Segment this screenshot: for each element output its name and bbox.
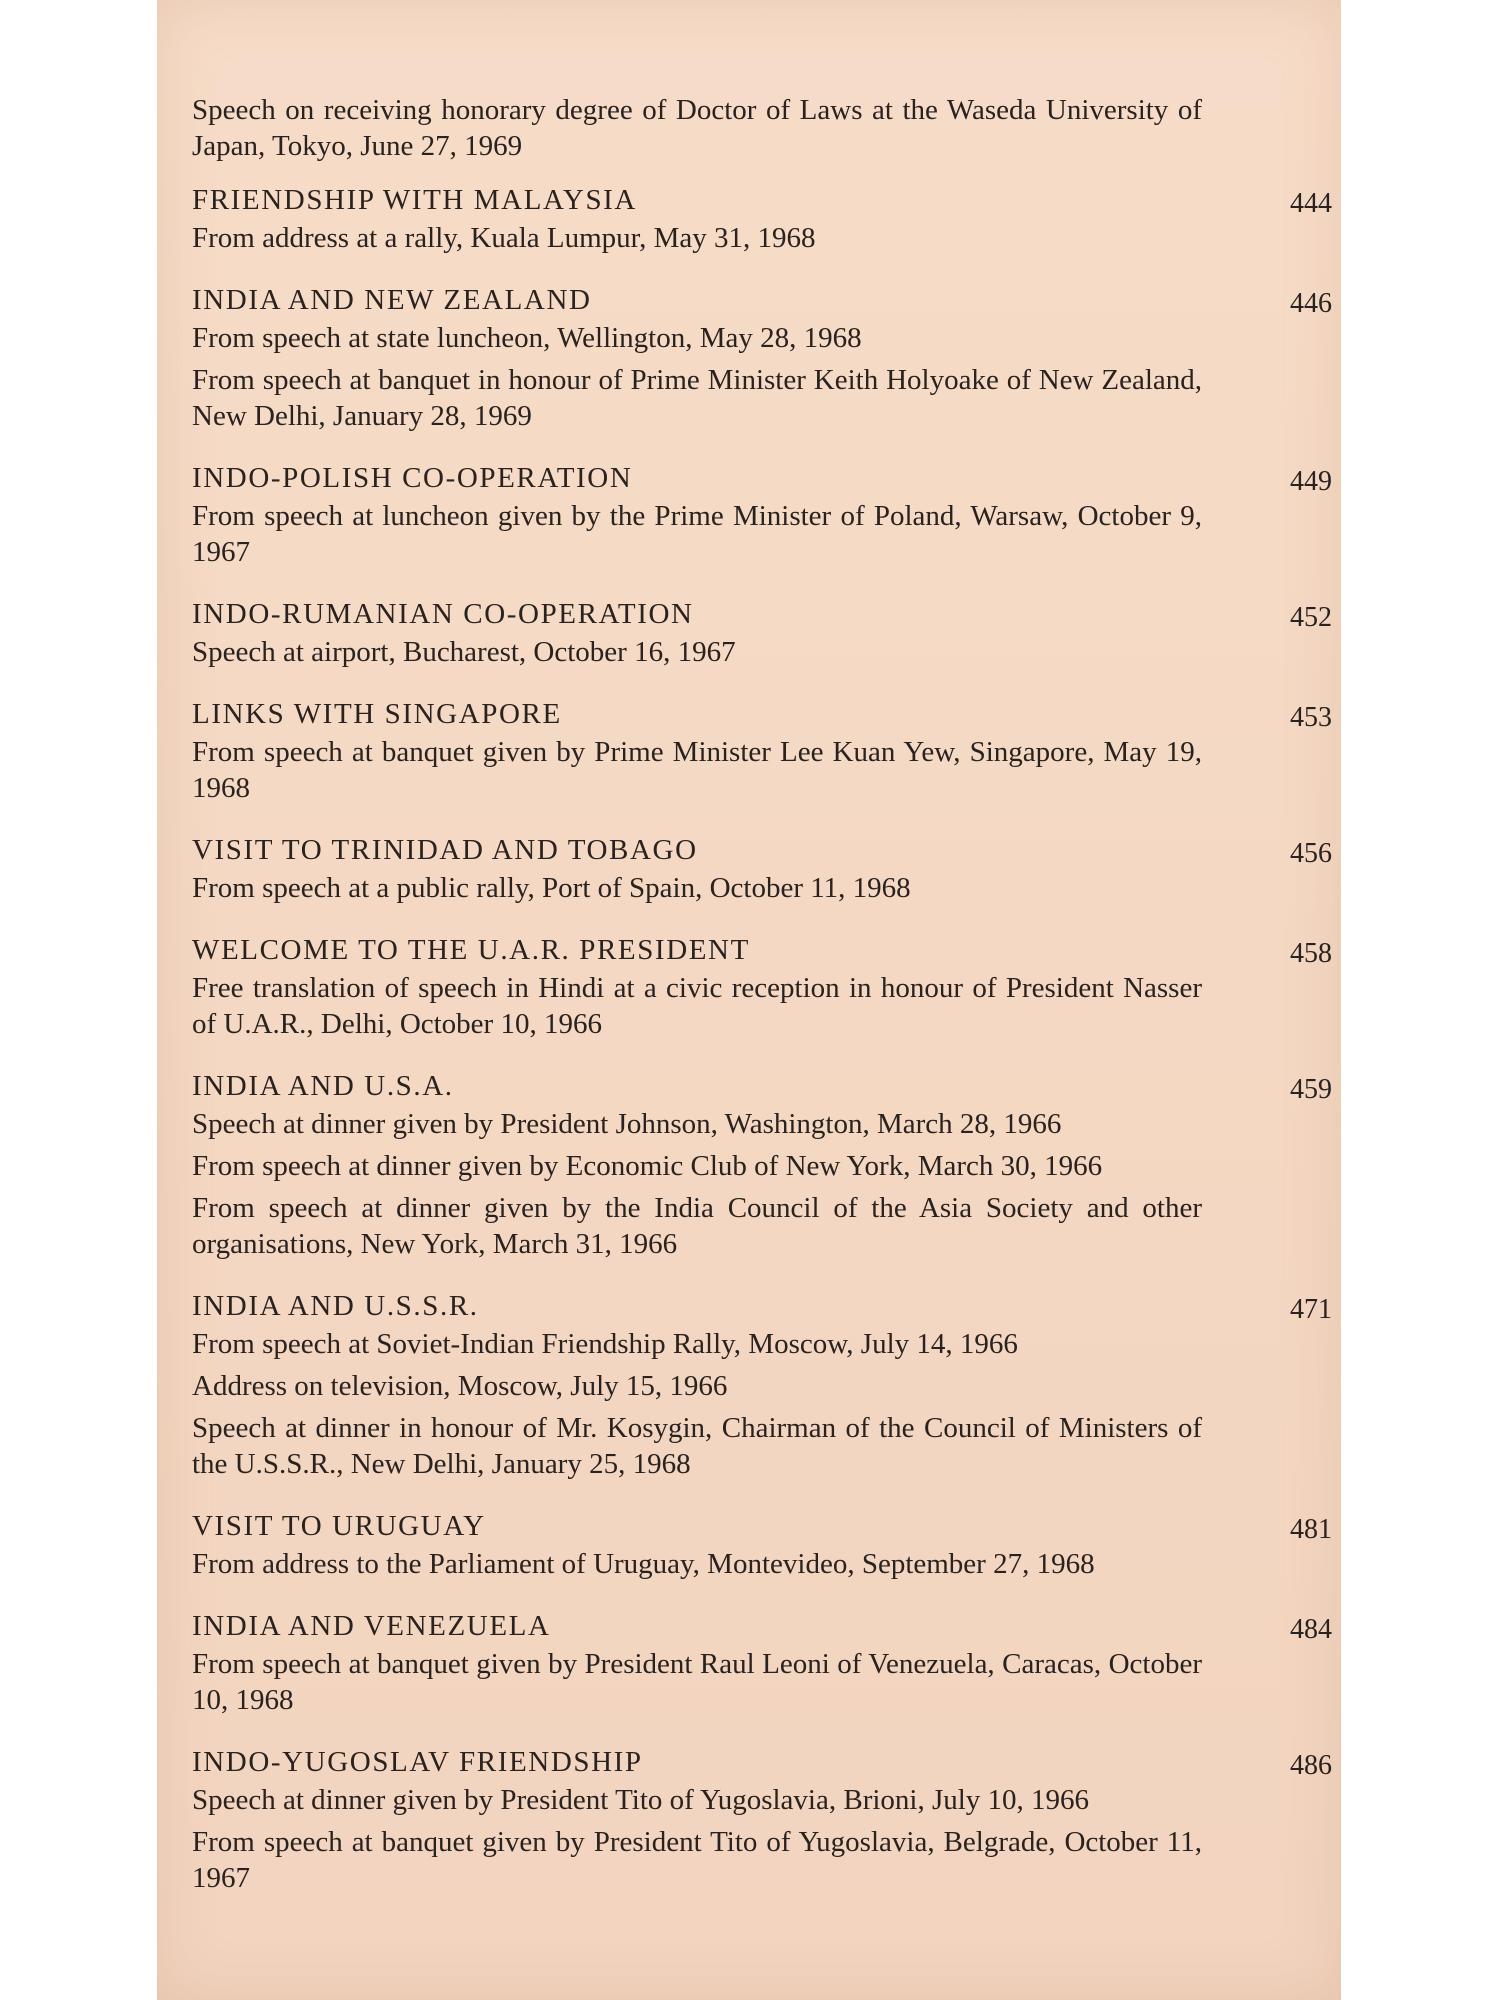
speech-description: From speech at dinner given by Economic Club of New York, March 30, 1966 <box>192 1150 1103 1182</box>
toc-entry <box>192 1286 1332 1482</box>
speech-description: From speech at banquet given by Prime Minister Lee Kuan Yew, Singapore, May 19, 1968 <box>192 736 1202 804</box>
section-title: INDO-RUMANIAN CO-OPERATION <box>192 598 694 630</box>
toc-entry-heading <box>192 180 1332 220</box>
page-number: 484 <box>1290 1614 1332 1645</box>
speech-description: From address at a rally, Kuala Lumpur, May 31, 1968 <box>192 222 816 254</box>
speech-description: From speech at Soviet-Indian Friendship Rally, Moscow, July 14, 1966 <box>192 1328 1018 1360</box>
page-number: 459 <box>1290 1074 1332 1105</box>
speech-description: From speech at state luncheon, Wellington, May 28, 1968 <box>192 322 862 354</box>
page-number: 444 <box>1290 188 1332 219</box>
table-of-contents <box>192 92 1332 1920</box>
toc-entry <box>192 92 1332 164</box>
section-title: INDIA AND NEW ZEALAND <box>192 284 592 316</box>
section-title: FRIENDSHIP WITH MALAYSIA <box>192 184 637 216</box>
section-title: INDO-POLISH CO-OPERATION <box>192 462 633 494</box>
toc-entry <box>192 280 1332 434</box>
toc-entry <box>192 458 1332 570</box>
section-title: INDO-YUGOSLAV FRIENDSHIP <box>192 1746 643 1778</box>
toc-entry-heading <box>192 1606 1332 1646</box>
section-title: INDIA AND VENEZUELA <box>192 1610 551 1642</box>
toc-entry-heading <box>192 930 1332 970</box>
speech-description: Speech on receiving honorary degree of Doctor of Laws at the Waseda University of Japan, Tokyo, June 27, 1969 <box>192 94 1202 162</box>
speech-description: Speech at airport, Bucharest, October 16, 1967 <box>192 636 736 668</box>
toc-entry <box>192 1506 1332 1582</box>
toc-entry-heading <box>192 1742 1332 1782</box>
toc-entry <box>192 930 1332 1042</box>
page-number: 449 <box>1290 466 1332 497</box>
page-number: 452 <box>1290 602 1332 633</box>
page-number: 481 <box>1290 1514 1332 1545</box>
book-page <box>157 0 1341 2000</box>
speech-description: Speech at dinner given by President Johnson, Washington, March 28, 1966 <box>192 1108 1062 1140</box>
page-number: 471 <box>1290 1294 1332 1325</box>
toc-entry <box>192 1606 1332 1718</box>
toc-entry <box>192 830 1332 906</box>
toc-entry-heading <box>192 1286 1332 1326</box>
toc-entry-heading <box>192 830 1332 870</box>
toc-entry-heading <box>192 694 1332 734</box>
toc-entry <box>192 694 1332 806</box>
toc-entry-heading <box>192 594 1332 634</box>
speech-description: Speech at dinner given by President Tito of Yugoslavia, Brioni, July 10, 1966 <box>192 1784 1090 1816</box>
toc-entry <box>192 1066 1332 1262</box>
section-title: VISIT TO URUGUAY <box>192 1510 486 1542</box>
speech-description: From speech at dinner given by the India Council of the Asia Society and other organisations, New York, March 31, 1966 <box>192 1192 1202 1260</box>
speech-description: Free translation of speech in Hindi at a civic reception in honour of President Nasser of U.A.R., Delhi, October 10, 1966 <box>192 972 1202 1040</box>
toc-entry-heading <box>192 458 1332 498</box>
section-title: WELCOME TO THE U.A.R. PRESIDENT <box>192 934 750 966</box>
page-number: 456 <box>1290 838 1332 869</box>
page-number: 458 <box>1290 938 1332 969</box>
section-title: INDIA AND U.S.A. <box>192 1070 454 1102</box>
toc-entry-heading <box>192 1506 1332 1546</box>
section-title: VISIT TO TRINIDAD AND TOBAGO <box>192 834 698 866</box>
toc-entry <box>192 180 1332 256</box>
page-number: 486 <box>1290 1750 1332 1781</box>
toc-entry-heading <box>192 1066 1332 1106</box>
speech-description: From speech at a public rally, Port of Spain, October 11, 1968 <box>192 872 911 904</box>
speech-description: From address to the Parliament of Uruguay, Montevideo, September 27, 1968 <box>192 1548 1095 1580</box>
section-title: INDIA AND U.S.S.R. <box>192 1290 479 1322</box>
speech-description: From speech at banquet in honour of Prime Minister Keith Holyoake of New Zealand, New Delhi, January 28, 1969 <box>192 364 1202 432</box>
speech-description: From speech at banquet given by President Raul Leoni of Venezuela, Caracas, October 10, 1968 <box>192 1648 1202 1716</box>
toc-entry <box>192 594 1332 670</box>
speech-description: From speech at luncheon given by the Prime Minister of Poland, Warsaw, October 9, 1967 <box>192 500 1202 568</box>
section-title: LINKS WITH SINGAPORE <box>192 698 562 730</box>
speech-description: Address on television, Moscow, July 15, 1966 <box>192 1370 728 1402</box>
speech-description: From speech at banquet given by President Tito of Yugoslavia, Belgrade, October 11, 1967 <box>192 1826 1202 1894</box>
toc-entry-heading <box>192 280 1332 320</box>
page-number: 446 <box>1290 288 1332 319</box>
page-number: 453 <box>1290 702 1332 733</box>
toc-entry <box>192 1742 1332 1896</box>
speech-description: Speech at dinner in honour of Mr. Kosygin, Chairman of the Council of Ministers of the U.S.S.R., New Delhi, January 25, 1968 <box>192 1412 1202 1480</box>
